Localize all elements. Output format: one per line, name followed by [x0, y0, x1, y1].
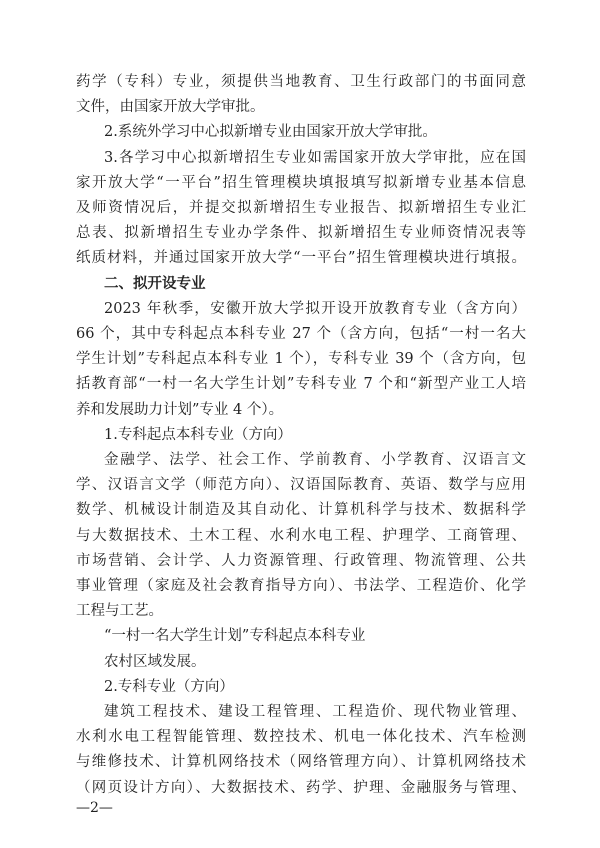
paragraph-line: 括教育部“一村一名大学生计划”专科专业 7 个和“新型产业工人培 [76, 376, 526, 393]
paragraph-line: 总表、拟新增招生专业办学条件、拟新增招生专业师资情况表等 [76, 225, 526, 242]
paragraph-line: 事业管理（家庭及社会教育指导方向）、书法学、工程造价、化学 [76, 578, 526, 594]
paragraph-line: 水利水电工程智能管理、数控技术、机电一体化技术、汽车检测 [76, 729, 526, 746]
paragraph-line: 市场营销、会计学、人力资源管理、行政管理、物流管理、公共 [76, 552, 526, 569]
paragraph-line: 养和发展助力计划”专业 4 个）。 [76, 401, 284, 418]
page-number: —2— [76, 800, 113, 816]
paragraph-line: 学生计划”专科起点本科专业 1 个），专科专业 39 个（含方向，包 [76, 351, 526, 368]
paragraph-line: 与维修技术、计算机网络技术（网络管理方向）、计算机网络技术 [76, 754, 526, 771]
paragraph-line: 纸质材料，并通过国家开放大学“一平台”招生管理模块进行填报。 [76, 250, 526, 267]
paragraph-line: 家开放大学“一平台”招生管理模块填报填写拟新增专业基本信息 [76, 174, 526, 191]
paragraph-line: 2023 年秋季，安徽开放大学拟开设开放教育专业（含方向） [104, 300, 526, 317]
paragraph-line: 与大数据技术、土木工程、水利水电工程、护理学、工商管理、 [76, 527, 526, 544]
paragraph-line: 66 个，其中专科起点本科专业 27 个（含方向，包括“一村一名大 [76, 326, 526, 342]
paragraph-line: （网页设计方向）、大数据技术、药学、护理、金融服务与管理、 [76, 779, 526, 796]
section-heading: 二、拟开设专业 [104, 275, 206, 292]
paragraph-line: 建筑工程技术、建设工程管理、工程造价、现代物业管理、 [104, 704, 526, 720]
paragraph-line: 数学、机械设计制造及其自动化、计算机科学与技术、数据科学 [76, 502, 526, 519]
paragraph-line: 及师资情况后，并提交拟新增招生专业报告、拟新增招生专业汇 [76, 200, 526, 216]
paragraph-line: 3.各学习中心拟新增招生专业如需国家开放大学审批，应在国 [104, 149, 526, 166]
paragraph-line: 2.系统外学习中心拟新增专业由国家开放大学审批。 [104, 124, 437, 141]
paragraph-line: 工程与工艺。 [76, 603, 163, 620]
paragraph-line: 金融学、法学、社会工作、学前教育、小学教育、汉语言文 [104, 452, 526, 468]
paragraph-line: 文件，由国家开放大学审批。 [76, 99, 265, 116]
subsection-heading: 1.专科起点本科专业（方向） [104, 426, 292, 443]
subsection-heading: 2.专科专业（方向） [104, 678, 234, 695]
paragraph-line: 农村区域发展。 [104, 653, 206, 670]
paragraph-line: “一村一名大学生计划”专科起点本科专业 [104, 628, 366, 645]
paragraph-line: 学、汉语言文学（师范方向）、汉语国际教育、英语、数学与应用 [76, 477, 526, 494]
paragraph-line: 药学（专科）专业，须提供当地教育、卫生行政部门的书面同意 [76, 74, 526, 90]
